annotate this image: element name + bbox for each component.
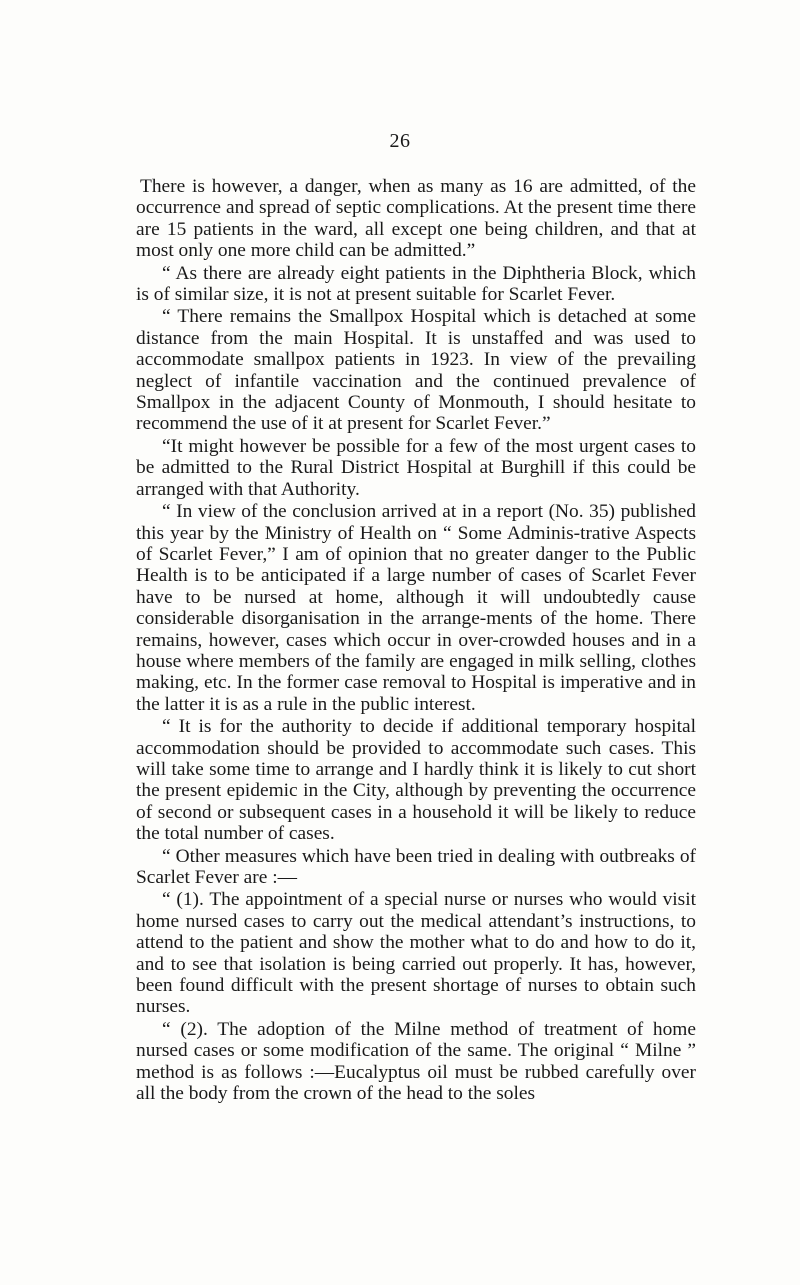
paragraph-milne-method: “ (2). The adoption of the Milne method of treatment of home nursed cases or some modification of the same. The original “ Milne ” method is as follows :—Eucalyptus oil must be rubbed carefully over all the body from the crown of the head to the soles [136,1018,696,1105]
paragraph-smallpox-hospital: “ There remains the Smallpox Hospital which is detached at some distance from the main Hospital. It is unstaffed and was used to accommodate smallpox patients in 1923. In view of the prevailing neglect of infantile vaccination and the continued prevalence of Smallpox in the adjacent County of Monmouth, I should hesitate to recommend the use of it at present for Scarlet Fever.” [136,306,696,435]
paragraph-diphtheria-block: “ As there are already eight patients in the Diphtheria Block, which is of similar size, it is not at present suitable for Scarlet Fever. [136,262,696,306]
paragraph-other-measures: “ Other measures which have been tried in dealing with outbreaks of Scarlet Fever are :— [136,845,696,888]
page-number: 26 [389,130,411,152]
paragraph-ministry-report: “ In view of the conclusion arrived at in a report (No. 35) published this year by the Ministry of Health on “ Some Adminis-trative Aspects of Scarlet Fever,” I am of opinion that no greater danger to the Public Health is to be anticipated if a large number of cases of Scarlet Fever have to be nursed at home, although it will undoubtedly cause considerable disorganisation in the arrange-ments of the home. There remains, however, cases which occur in over-crowded houses and in a house where members of the family are engaged in milk selling, clothes making, etc. In the former case removal to Hospital is imperative and in the latter it is as a rule in the public interest. [136,501,696,715]
paragraph-temporary-accommodation: “ It is for the authority to decide if additional temporary hospital accommodation should be provided to accommodate such cases. This will take some time to arrange and I hardly think it is likely to cut short the present epidemic in the City, although by preventing the occurrence of second or subsequent cases in a household it will be likely to reduce the total number of cases. [136,716,696,845]
paragraph-special-nurse: “ (1). The appointment of a special nurse or nurses who would visit home nursed cases to carry out the medical attendant’s instructions, to attend to the patient and show the mother what to do and how to do it, and to see that isolation is being carried out properly. It has, however, been found difficult with the present shortage of nurses to obtain such nurses. [136,889,696,1018]
paragraph-ward-capacity: There is however, a danger, when as many as 16 are admitted, of the occurrence and spread of septic complications. At the present time there are 15 patients in the ward, all except one being children, and that at most only one more child can be admitted.” [136,176,696,262]
body-text [136,176,696,1105]
paragraph-rural-district-hospital: “It might however be possible for a few of the most urgent cases to be admitted to the Rural District Hospital at Burghill if this could be arranged with that Authority. [136,435,696,500]
